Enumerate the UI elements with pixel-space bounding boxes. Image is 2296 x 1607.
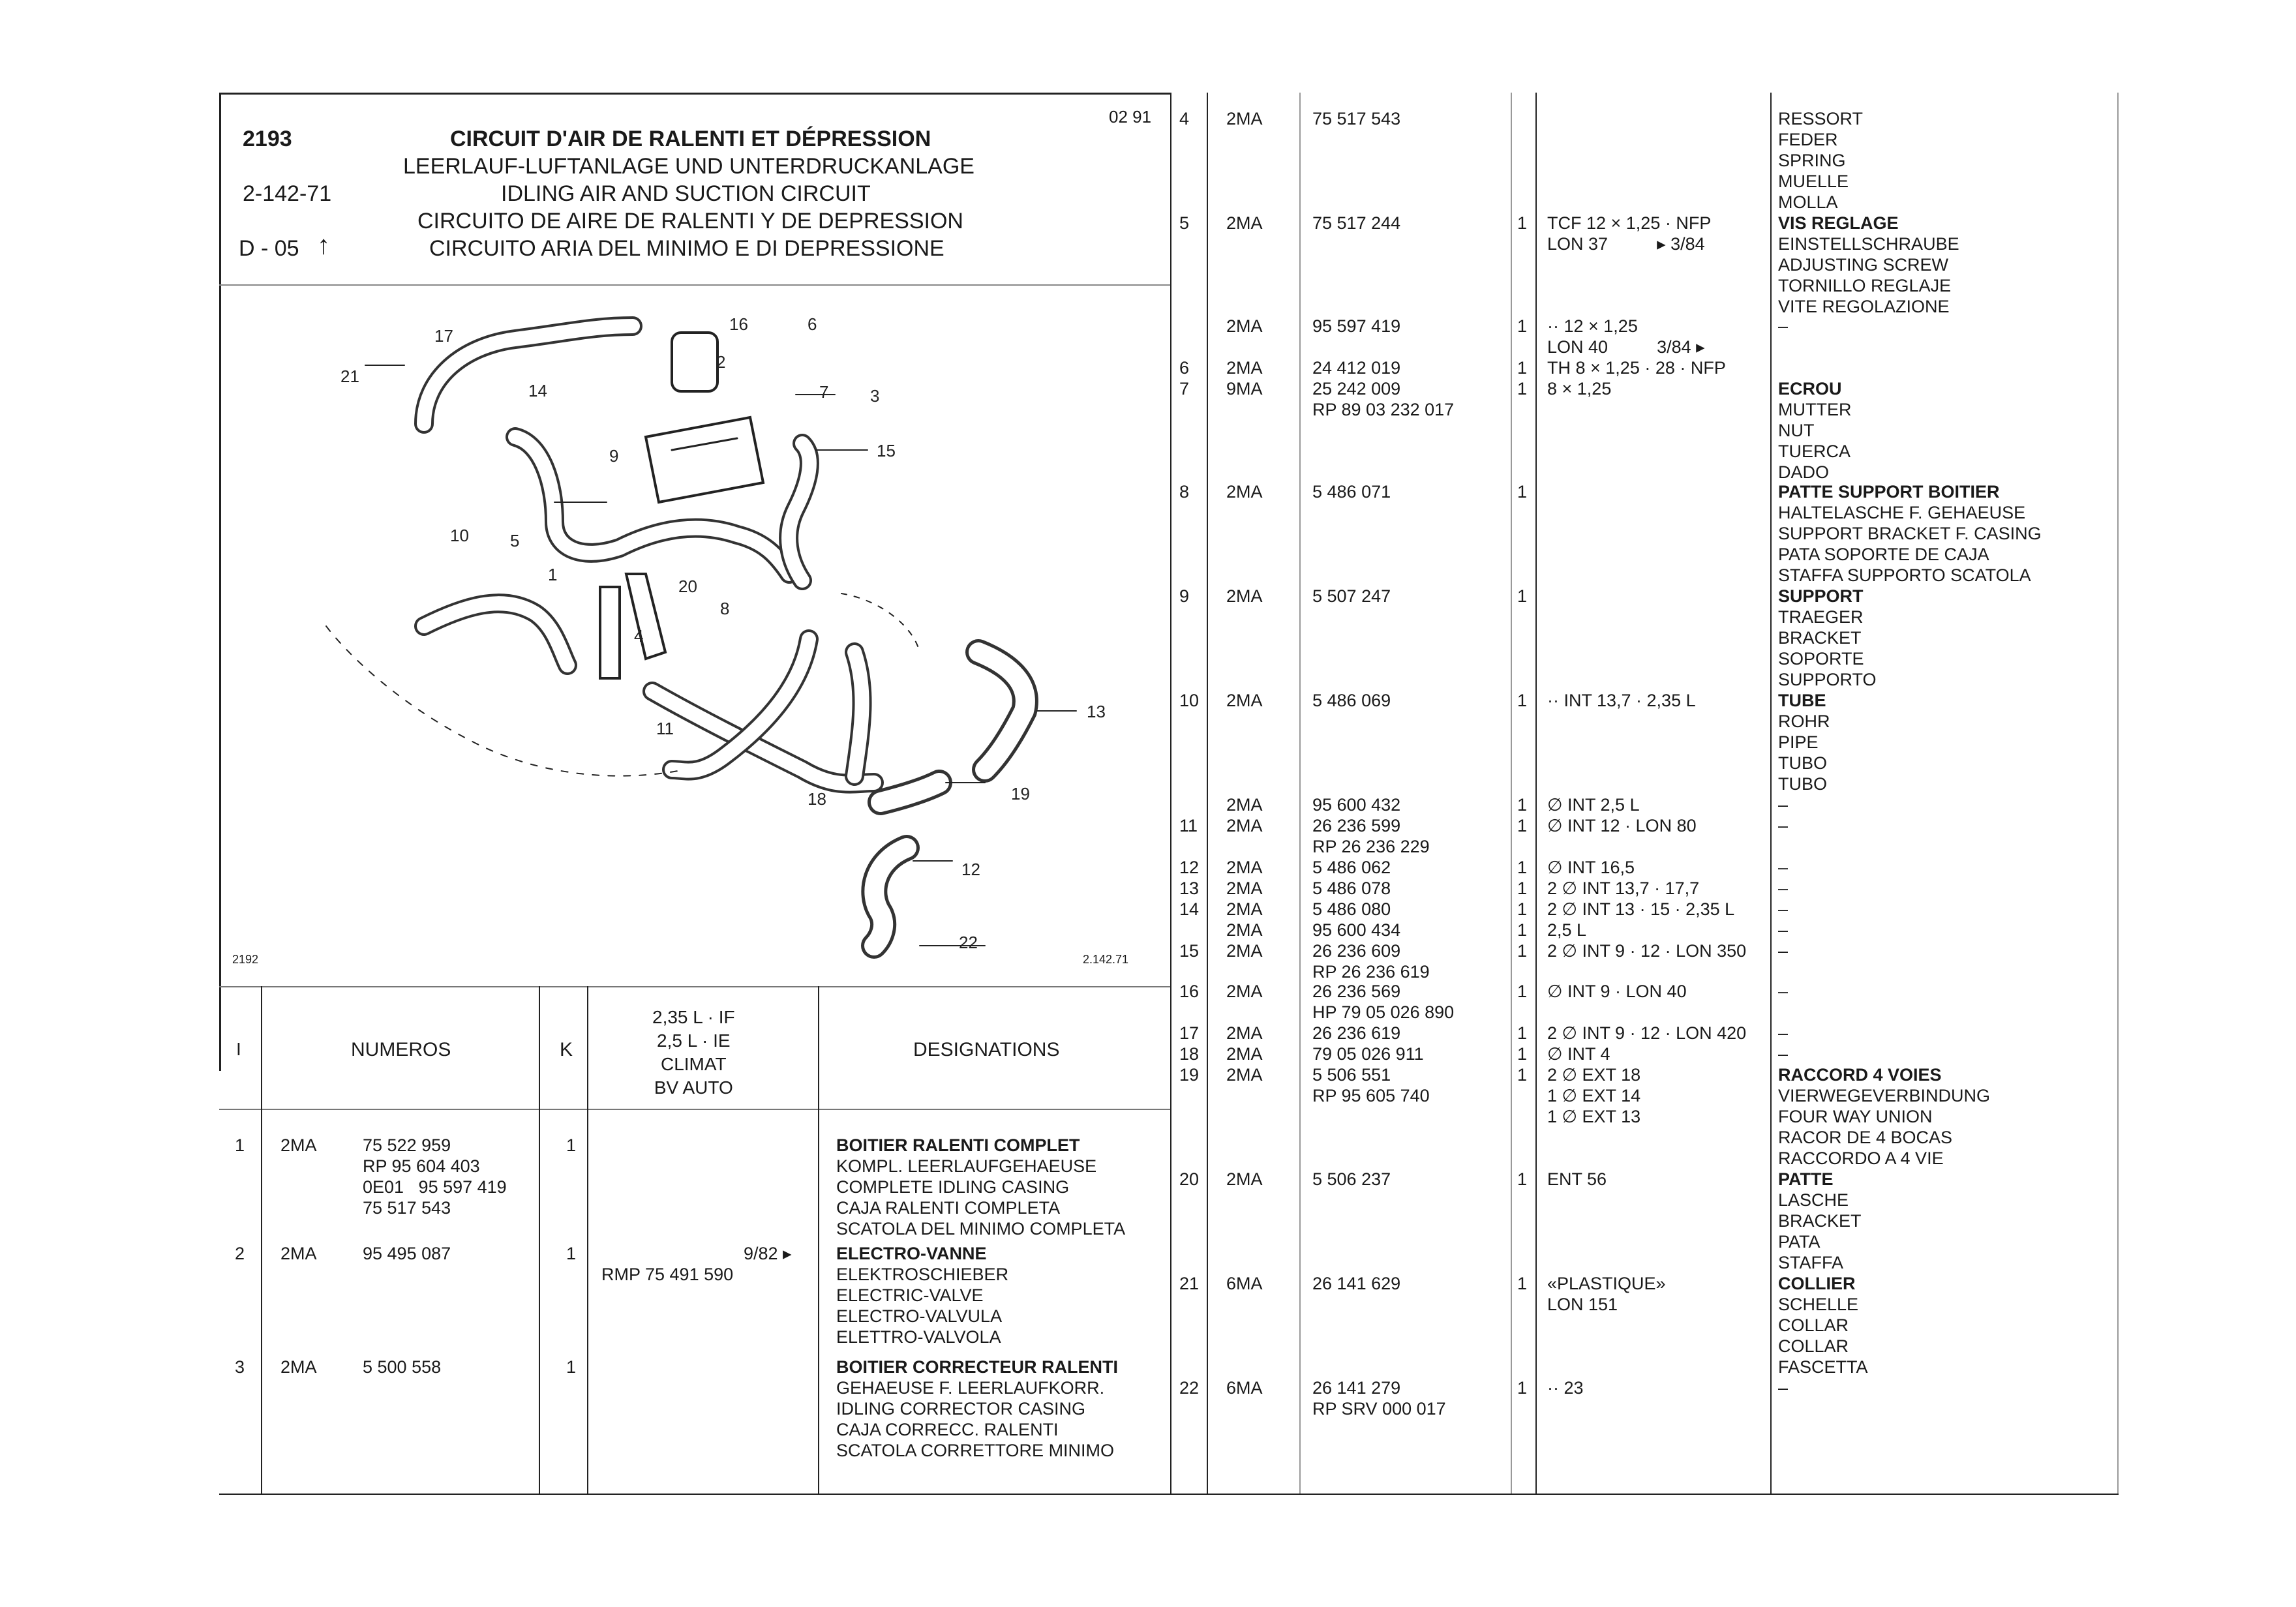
row-code: 2MA (1226, 586, 1263, 606)
row-qty: 1 (1517, 586, 1528, 606)
designation: ELECTRO-VANNE (836, 1244, 987, 1263)
row-index: 7 (1179, 379, 1190, 398)
row-code: 2MA (280, 1244, 317, 1263)
callout-2: 2 (716, 352, 726, 372)
designation: BOITIER CORRECTEUR RALENTI (836, 1357, 1118, 1377)
row-index: 12 (1179, 858, 1200, 877)
row-qty: 1 (1517, 1044, 1528, 1064)
designation: ELECTRO-VALVULA (836, 1306, 1003, 1326)
row-code: 2MA (1226, 482, 1263, 502)
row-code: 2MA (1226, 109, 1263, 128)
row-code: 2MA (280, 1135, 317, 1155)
callout-14: 14 (528, 381, 547, 400)
designation: FEDER (1778, 130, 1838, 149)
variant-note: ·· 12 × 1,25 (1547, 316, 1638, 336)
variant-note: RMP 75 491 590 (601, 1265, 734, 1284)
part-number: 95 495 087 (363, 1244, 451, 1263)
row-index: 22 (1179, 1378, 1200, 1398)
header-numeros: NUMEROS (351, 1039, 451, 1060)
part-number: 5 486 078 (1312, 879, 1391, 898)
designation: RACOR DE 4 BOCAS (1778, 1128, 1953, 1147)
variant-note: «PLASTIQUE» (1547, 1274, 1666, 1293)
row-qty: 1 (1517, 858, 1528, 877)
designation: – (1778, 816, 1789, 835)
section-code: D - 05 (239, 236, 299, 261)
row-qty: 1 (1517, 982, 1528, 1001)
row-qty: 1 (566, 1135, 577, 1155)
designation: SPRING (1778, 151, 1846, 170)
part-number: 75 517 543 (363, 1198, 451, 1218)
designation: TORNILLO REGLAJE (1778, 276, 1952, 295)
designation: – (1778, 1044, 1789, 1064)
row-code: 6MA (1226, 1274, 1263, 1293)
designation: MOLLA (1778, 192, 1838, 212)
designation: FOUR WAY UNION (1778, 1107, 1933, 1126)
part-number: 5 486 071 (1312, 482, 1391, 502)
group-code: 2193 (243, 127, 292, 151)
title-it: CIRCUITO ARIA DEL MINIMO E DI DEPRESSIONE (429, 236, 944, 261)
row-code: 2MA (1226, 1023, 1263, 1043)
designation: – (1778, 899, 1789, 919)
part-number: 95 600 432 (1312, 795, 1401, 815)
part-number: 26 236 569 (1312, 982, 1401, 1001)
variant-note: 9/82 ▸ (744, 1244, 792, 1263)
designation: KOMPL. LEERLAUFGEHAEUSE (836, 1156, 1097, 1176)
designation: BRACKET (1778, 1211, 1862, 1231)
designation: SUPPORTO (1778, 670, 1877, 689)
row-qty: 1 (1517, 816, 1528, 835)
variant-note: LON 37 ▸ 3/84 (1547, 234, 1705, 254)
callout-21: 21 (340, 367, 359, 386)
designation: COLLIER (1778, 1274, 1856, 1293)
variant-note: ∅ INT 4 (1547, 1044, 1610, 1064)
designation: STAFFA SUPPORTO SCATOLA (1778, 565, 2031, 585)
title-en: IDLING AIR AND SUCTION CIRCUIT (501, 181, 871, 206)
part-number: RP 26 236 619 (1312, 962, 1430, 982)
header-k: K (560, 1039, 573, 1060)
diagram-left-label: 2192 (232, 953, 259, 966)
row-index: 11 (1179, 816, 1198, 835)
part-number: RP SRV 000 017 (1312, 1399, 1446, 1419)
designation: TUERCA (1778, 442, 1851, 461)
row-code: 2MA (1226, 691, 1263, 710)
header-variant: 2,35 L · IF 2,5 L · IE CLIMAT BV AUTO (652, 1007, 735, 1098)
variant-note: LON 40 3/84 ▸ (1547, 337, 1705, 357)
row-qty: 1 (1517, 1065, 1528, 1085)
designation: EINSTELLSCHRAUBE (1778, 234, 1959, 254)
row-qty: 1 (1517, 1169, 1528, 1189)
part-number: 5 500 558 (363, 1357, 442, 1377)
variant-note: ·· INT 13,7 · 2,35 L (1547, 691, 1696, 710)
callout-15: 15 (877, 441, 896, 460)
row-code: 2MA (1226, 1044, 1263, 1064)
part-number: RP 95 604 403 (363, 1156, 480, 1176)
callout-10: 10 (450, 526, 469, 545)
designation: PATTE (1778, 1169, 1834, 1189)
row-qty: 1 (566, 1357, 577, 1377)
row-qty: 1 (1517, 379, 1528, 398)
callout-19: 19 (1011, 784, 1030, 804)
variant-note: 2 ∅ EXT 18 (1547, 1065, 1641, 1085)
designation: TUBO (1778, 774, 1828, 794)
designation: GEHAEUSE F. LEERLAUFKORR. (836, 1378, 1105, 1398)
part-number: 95 600 434 (1312, 920, 1401, 940)
row-index: 16 (1179, 982, 1200, 1001)
designation: PIPE (1778, 732, 1819, 752)
row-code: 2MA (1226, 982, 1263, 1001)
row-qty: 1 (1517, 920, 1528, 940)
designation: VIERWEGEVERBINDUNG (1778, 1086, 1991, 1105)
variant-note: 8 × 1,25 (1547, 379, 1612, 398)
row-qty: 1 (1517, 482, 1528, 502)
designation: FASCETTA (1778, 1357, 1868, 1377)
diagram-right-label: 2.142.71 (1083, 953, 1129, 966)
part-number: 26 236 619 (1312, 1023, 1401, 1043)
part-number: 95 597 419 (1312, 316, 1401, 336)
callout-7: 7 (819, 382, 829, 402)
part-number: HP 79 05 026 890 (1312, 1002, 1455, 1022)
designation: PATA (1778, 1232, 1820, 1252)
row-code: 2MA (1226, 816, 1263, 835)
designation: – (1778, 1378, 1789, 1398)
callout-20: 20 (678, 577, 697, 596)
row-index: 17 (1179, 1023, 1200, 1043)
row-index: 8 (1179, 482, 1190, 502)
callout-4: 4 (634, 626, 644, 646)
row-index: 15 (1179, 941, 1200, 961)
designation: – (1778, 920, 1789, 940)
variant-note: ∅ INT 2,5 L (1547, 795, 1640, 815)
designation: BOITIER RALENTI COMPLET (836, 1135, 1080, 1155)
row-code: 2MA (1226, 213, 1263, 233)
part-number: 26 236 609 (1312, 941, 1401, 961)
designation: TUBE (1778, 691, 1826, 710)
row-code: 9MA (1226, 379, 1263, 398)
row-code: 2MA (1226, 858, 1263, 877)
designation: MUELLE (1778, 172, 1849, 191)
designation: HALTELASCHE F. GEHAEUSE (1778, 503, 2026, 522)
designation: TUBO (1778, 753, 1828, 773)
row-index: 14 (1179, 899, 1200, 919)
designation: ADJUSTING SCREW (1778, 255, 1949, 275)
row-index: 6 (1179, 358, 1190, 378)
part-number: RP 26 236 229 (1312, 837, 1430, 856)
row-index: 20 (1179, 1169, 1200, 1189)
part-number: 26 141 279 (1312, 1378, 1401, 1398)
callout-13: 13 (1087, 702, 1106, 721)
designation: SOPORTE (1778, 649, 1864, 668)
row-code: 2MA (1226, 316, 1263, 336)
part-number: 26 236 599 (1312, 816, 1401, 835)
header-i: I (236, 1039, 241, 1059)
designation: SUPPORT (1778, 586, 1864, 606)
designation: CAJA RALENTI COMPLETA (836, 1198, 1061, 1218)
part-number: 5 506 237 (1312, 1169, 1391, 1189)
part-number: 5 486 062 (1312, 858, 1391, 877)
designation: VITE REGOLAZIONE (1778, 297, 1950, 316)
variant-note: 2 ∅ INT 13 · 15 · 2,35 L (1547, 899, 1735, 919)
row-code: 6MA (1226, 1378, 1263, 1398)
row-code: 2MA (1226, 941, 1263, 961)
callout-5: 5 (510, 531, 520, 550)
title-es: CIRCUITO DE AIRE DE RALENTI Y DE DEPRESSION (417, 209, 963, 233)
designation: NUT (1778, 421, 1815, 440)
title-fr: CIRCUIT D'AIR DE RALENTI ET DÉPRESSION (450, 127, 931, 151)
callout-12: 12 (961, 860, 980, 879)
row-qty: 1 (1517, 1023, 1528, 1043)
variant-note: 1 ∅ EXT 13 (1547, 1107, 1641, 1126)
part-number: 25 242 009 (1312, 379, 1401, 398)
variant-note: TH 8 × 1,25 · 28 · NFP (1547, 358, 1726, 378)
callout-22: 22 (959, 933, 978, 952)
designation: ROHR (1778, 712, 1830, 731)
part-number: 5 486 069 (1312, 691, 1391, 710)
variant-note: 2 ∅ INT 9 · 12 · LON 420 (1547, 1023, 1747, 1043)
designation: SUPPORT BRACKET F. CASING (1778, 524, 2042, 543)
designation: SCATOLA DEL MINIMO COMPLETA (836, 1219, 1126, 1239)
row-code: 2MA (1226, 1065, 1263, 1085)
designation: RESSORT (1778, 109, 1864, 128)
part-number: 0E01 95 597 419 (363, 1177, 507, 1197)
designation: COLLAR (1778, 1336, 1849, 1356)
row-code: 2MA (1226, 795, 1263, 815)
callout-9: 9 (609, 446, 619, 466)
designation: SCATOLA CORRETTORE MINIMO (836, 1441, 1115, 1460)
part-number: RP 95 605 740 (1312, 1086, 1430, 1105)
designation: RACCORD 4 VOIES (1778, 1065, 1942, 1085)
variant-note: 2 ∅ INT 13,7 · 17,7 (1547, 879, 1700, 898)
row-qty: 1 (1517, 358, 1528, 378)
designation: – (1778, 879, 1789, 898)
part-number: 75 522 959 (363, 1135, 451, 1155)
designation: STAFFA (1778, 1253, 1844, 1272)
header-designations: DESIGNATIONS (913, 1039, 1060, 1060)
row-qty: 1 (1517, 213, 1528, 233)
ref-code: 2-142-71 (243, 181, 332, 206)
callout-18: 18 (808, 789, 826, 809)
designation: DADO (1778, 462, 1830, 482)
callout-17: 17 (434, 326, 453, 346)
designation: PATA SOPORTE DE CAJA (1778, 545, 1989, 564)
designation: – (1778, 941, 1789, 961)
row-index: 4 (1179, 109, 1190, 128)
designation: VIS REGLAGE (1778, 213, 1899, 233)
designation: – (1778, 858, 1789, 877)
variant-note: ∅ INT 12 · LON 80 (1547, 816, 1697, 835)
row-index: 18 (1179, 1044, 1200, 1064)
row-qty: 1 (1517, 941, 1528, 961)
callout-16: 16 (729, 314, 748, 334)
designation: TRAEGER (1778, 607, 1864, 627)
row-qty: 1 (1517, 1378, 1528, 1398)
row-qty: 1 (1517, 879, 1528, 898)
callout-8: 8 (720, 599, 730, 618)
variant-note: ∅ INT 16,5 (1547, 858, 1635, 877)
row-index: 3 (235, 1357, 245, 1377)
variant-note: 2 ∅ INT 9 · 12 · LON 350 (1547, 941, 1747, 961)
designation: – (1778, 1023, 1789, 1043)
diagram-svg (228, 287, 1155, 965)
variant-note: ENT 56 (1547, 1169, 1607, 1189)
part-number: 79 05 026 911 (1312, 1044, 1424, 1064)
row-code: 2MA (1226, 899, 1263, 919)
designation: – (1778, 982, 1789, 1001)
designation: LASCHE (1778, 1190, 1849, 1210)
row-index: 1 (235, 1135, 245, 1155)
part-number: 5 486 080 (1312, 899, 1391, 919)
part-number: RP 89 03 232 017 (1312, 400, 1455, 419)
designation: RACCORDO A 4 VIE (1778, 1149, 1944, 1168)
arrow-up-icon: ↑ (317, 231, 330, 260)
part-number: 24 412 019 (1312, 358, 1401, 378)
row-qty: 1 (566, 1244, 577, 1263)
row-code: 2MA (1226, 358, 1263, 378)
part-number: 26 141 629 (1312, 1274, 1401, 1293)
designation: ECROU (1778, 379, 1842, 398)
variant-note: TCF 12 × 1,25 · NFP (1547, 213, 1712, 233)
row-index: 5 (1179, 213, 1190, 233)
row-qty: 1 (1517, 316, 1528, 336)
row-index: 10 (1179, 691, 1200, 710)
part-number: 75 517 244 (1312, 213, 1401, 233)
row-qty: 1 (1517, 795, 1528, 815)
designation: CAJA CORRECC. RALENTI (836, 1420, 1059, 1439)
callout-3: 3 (870, 386, 880, 406)
callout-6: 6 (808, 314, 817, 334)
variant-note: 1 ∅ EXT 14 (1547, 1086, 1641, 1105)
row-index: 2 (235, 1244, 245, 1263)
designation: ELECTRIC-VALVE (836, 1285, 984, 1305)
variant-note: ·· 23 (1547, 1378, 1584, 1398)
designation: IDLING CORRECTOR CASING (836, 1399, 1086, 1419)
designation: COMPLETE IDLING CASING (836, 1177, 1070, 1197)
row-qty: 1 (1517, 1274, 1528, 1293)
part-number: 5 506 551 (1312, 1065, 1391, 1085)
designation: BRACKET (1778, 628, 1862, 648)
designation: SCHELLE (1778, 1295, 1859, 1314)
row-index: 13 (1179, 879, 1200, 898)
designation: – (1778, 316, 1789, 336)
row-code: 2MA (280, 1357, 317, 1377)
row-index: 19 (1179, 1065, 1200, 1085)
variant-note: LON 151 (1547, 1295, 1618, 1314)
part-number: 75 517 543 (1312, 109, 1401, 128)
callout-11: 11 (656, 719, 674, 738)
variant-note: 2,5 L (1547, 920, 1587, 940)
callout-1: 1 (548, 565, 558, 584)
designation: COLLAR (1778, 1315, 1849, 1335)
part-number: 5 507 247 (1312, 586, 1391, 606)
date-label: 02 91 (1109, 107, 1152, 127)
designation: ELETTRO-VALVOLA (836, 1327, 1001, 1347)
row-code: 2MA (1226, 1169, 1263, 1189)
row-code: 2MA (1226, 920, 1263, 940)
row-code: 2MA (1226, 879, 1263, 898)
designation: MUTTER (1778, 400, 1852, 419)
designation: – (1778, 795, 1789, 815)
row-index: 21 (1179, 1274, 1200, 1293)
variant-note: ∅ INT 9 · LON 40 (1547, 982, 1687, 1001)
row-qty: 1 (1517, 899, 1528, 919)
designation: PATTE SUPPORT BOITIER (1778, 482, 2000, 502)
designation: ELEKTROSCHIEBER (836, 1265, 1009, 1284)
row-qty: 1 (1517, 691, 1528, 710)
row-index: 9 (1179, 586, 1190, 606)
title-de: LEERLAUF-LUFTANLAGE UND UNTERDRUCKANLAGE (403, 154, 974, 179)
